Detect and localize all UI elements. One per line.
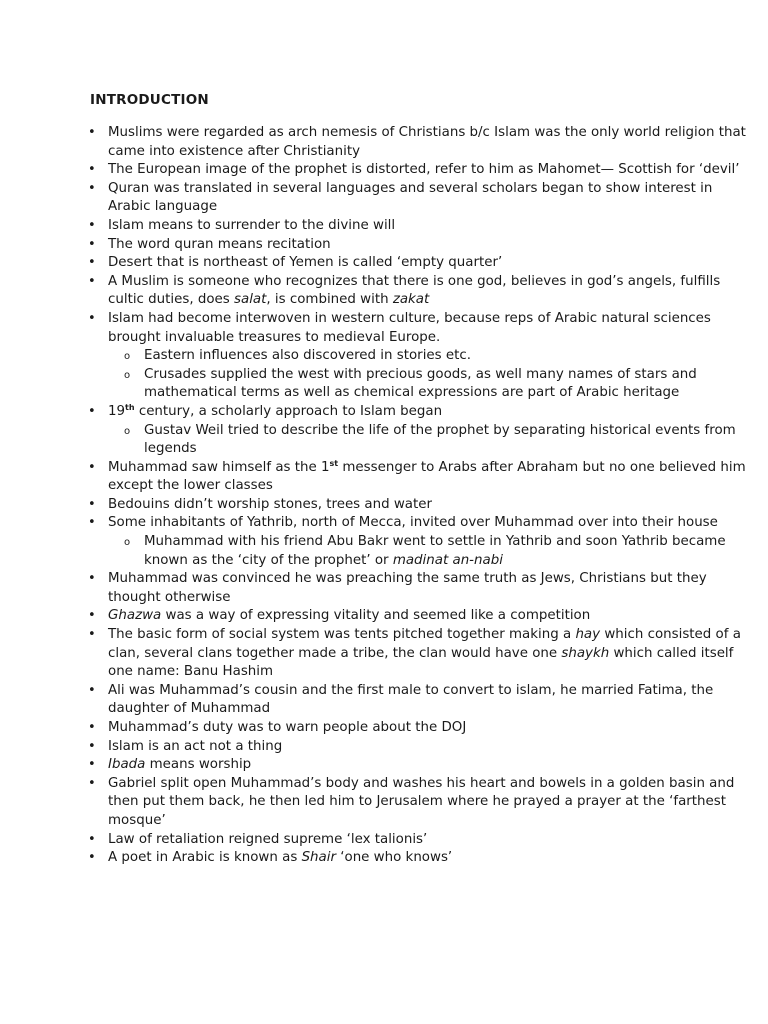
list-item: • The basic form of social system was tents pitched together making a hay which consisted of a clan, several clans together made a tribe, the clan would have one shaykh which called itself one name: Banu Hashim: [108, 626, 748, 682]
list-item: • Bedouins didn’t worship stones, trees and water: [108, 496, 748, 515]
sub-list: [108, 533, 748, 570]
sub-list-item: o Crusades supplied the west with precious goods, as well many names of stars and mathematical terms as well as chemical expressions are part of Arabic heritage: [144, 366, 748, 403]
list-item: • Gabriel split open Muhammad’s body and washes his heart and bowels in a golden basin and then put them back, he then led him to Jerusalem where he prayed a prayer at the ‘farthest mosque’: [108, 775, 748, 831]
list-item: • Law of retaliation reigned supreme ‘lex talionis’: [108, 831, 748, 850]
sub-list-item: o Muhammad with his friend Abu Bakr went to settle in Yathrib and soon Yathrib became known as the ‘city of the prophet’ or madinat an-nabi: [144, 533, 748, 570]
list-item: • The European image of the prophet is distorted, refer to him as Mahomet— Scottish for ‘devil’: [108, 161, 748, 180]
list-item: • Muslims were regarded as arch nemesis of Christians b/c Islam was the only world religion that came into existence after Christianity: [108, 124, 748, 161]
list-item: • A poet in Arabic is known as Shair ‘one who knows’: [108, 849, 748, 868]
list-item: • Islam had become interwoven in western culture, because reps of Arabic natural sciences brought invaluable treasures to medieval Europe. o Eastern influences also discovered in stories etc. o Crusades supplied the west with precious goods, as well many names of stars and mathematical terms as well as chemical expressions are part of Arabic heritage: [108, 310, 748, 403]
sub-list-item: o Eastern influences also discovered in stories etc.: [144, 347, 748, 366]
sub-list: [108, 347, 748, 403]
section-heading: INTRODUCTION: [90, 92, 209, 108]
list-item: • Desert that is northeast of Yemen is called ‘empty quarter’: [108, 254, 748, 273]
list-item: • Quran was translated in several languages and several scholars began to show interest in Arabic language: [108, 180, 748, 217]
sub-list: [108, 422, 748, 459]
list-item: • Ali was Muhammad’s cousin and the first male to convert to islam, he married Fatima, the daughter of Muhammad: [108, 682, 748, 719]
list-item: • Islam is an act not a thing: [108, 738, 748, 757]
list-item: • A Muslim is someone who recognizes that there is one god, believes in god’s angels, fulfills cultic duties, does salat, is combined with zakat: [108, 273, 748, 310]
list-item: • Muhammad was convinced he was preaching the same truth as Jews, Christians but they thought otherwise: [108, 570, 748, 607]
list-item: • Islam means to surrender to the divine will: [108, 217, 748, 236]
list-item: • Muhammad’s duty was to warn people about the DOJ: [108, 719, 748, 738]
list-item: • The word quran means recitation: [108, 236, 748, 255]
list-item: • Ibada means worship: [108, 756, 748, 775]
list-item: • Some inhabitants of Yathrib, north of Mecca, invited over Muhammad over into their house o Muhammad with his friend Abu Bakr went to settle in Yathrib and soon Yathrib became known as the ‘city of the prophet’ or madinat an-nabi: [108, 514, 748, 570]
notes-list: [108, 124, 748, 868]
list-item: • Muhammad saw himself as the 1st messenger to Arabs after Abraham but no one believed him except the lower classes: [108, 459, 748, 496]
sub-list-item: o Gustav Weil tried to describe the life of the prophet by separating historical events from legends: [144, 422, 748, 459]
list-item: • 19th century, a scholarly approach to Islam began o Gustav Weil tried to describe the life of the prophet by separating historical events from legends: [108, 403, 748, 459]
list-item: • Ghazwa was a way of expressing vitality and seemed like a competition: [108, 607, 748, 626]
